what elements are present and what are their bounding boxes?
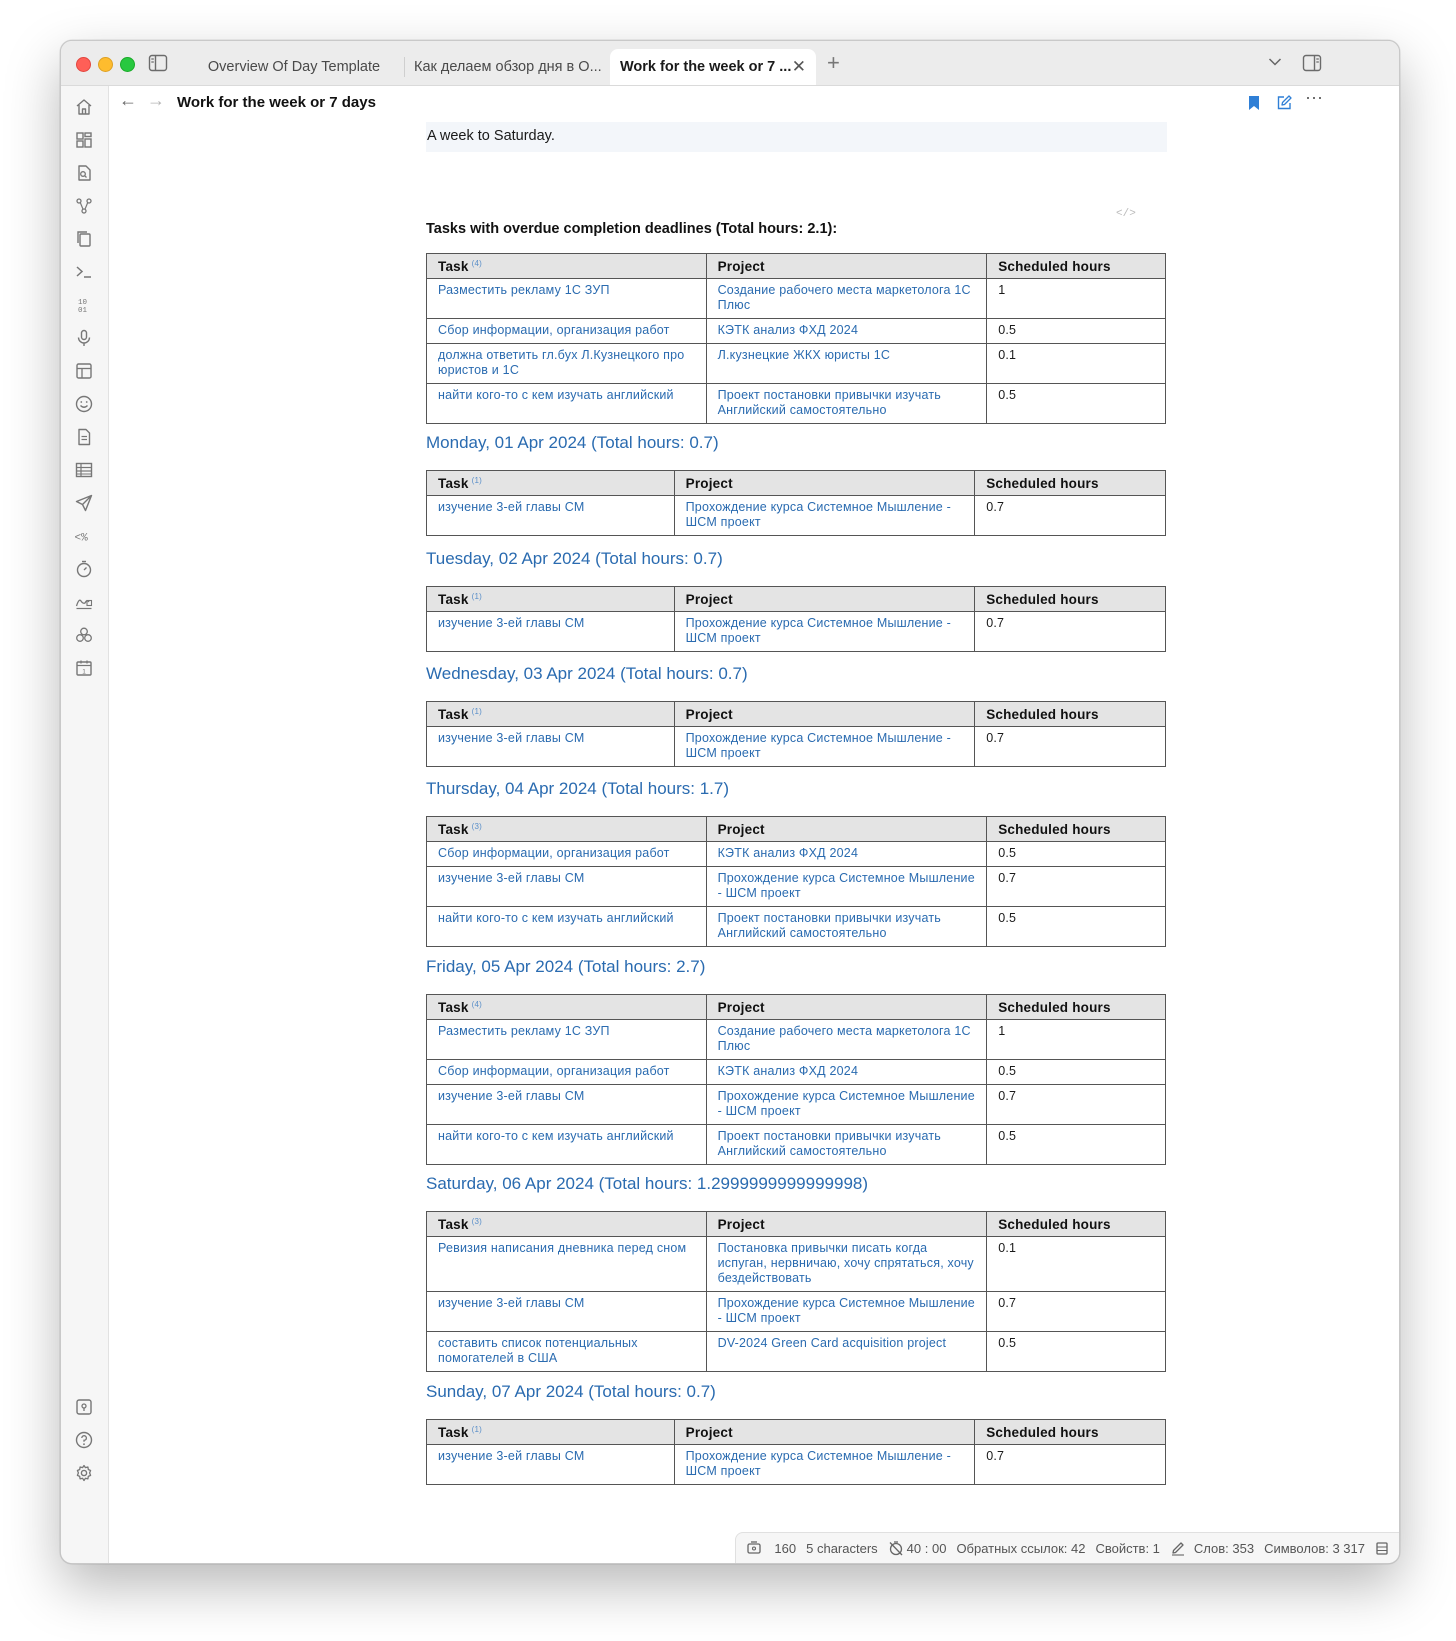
hours-value: 0.5 (987, 907, 1166, 947)
status-symbols: Символов: 3 317 (1264, 1540, 1365, 1556)
project-column-header[interactable]: Project (706, 817, 987, 842)
project-column-header[interactable]: Project (706, 995, 987, 1020)
task-link[interactable]: изучение 3-ей главы СМ (427, 496, 675, 536)
task-column-header[interactable]: Task $^{(4)}$ (427, 995, 707, 1020)
task-column-header[interactable]: Task $^{(1)}$ (427, 702, 675, 727)
pencil-icon[interactable] (1170, 1540, 1186, 1556)
project-link[interactable]: Постановка привычки писать когда испуган, нервничаю, хочу спрятаться, хочу бездействовать (706, 1237, 987, 1292)
task-count: (1) (471, 591, 482, 601)
task-link[interactable]: изучение 3-ей главы СМ (427, 1445, 675, 1485)
project-link[interactable]: Прохождение курса Системное Мышление - ШСМ проект (674, 727, 975, 767)
hours-column-header[interactable]: Scheduled hours (987, 1212, 1166, 1237)
minimize-window-button[interactable] (98, 57, 113, 72)
project-column-header[interactable]: Project (674, 587, 975, 612)
thursday-tasks-table (426, 816, 1166, 947)
day-heading-friday: Friday, 05 Apr 2024 (Total hours: 2.7) (426, 957, 706, 976)
day-heading-wednesday: Wednesday, 03 Apr 2024 (Total hours: 0.7) (426, 664, 748, 683)
task-link[interactable]: Сбор информации, организация работ (427, 842, 707, 867)
hours-value: 0.7 (987, 1085, 1166, 1125)
calendar-icon[interactable] (74, 658, 94, 678)
document-icon[interactable] (74, 427, 94, 447)
more-options-icon[interactable]: ⋯ (1305, 88, 1324, 108)
microphone-icon[interactable] (74, 328, 94, 348)
hours-value: 1 (987, 279, 1166, 319)
wednesday-tasks-table (426, 701, 1166, 767)
table-row (427, 496, 1166, 536)
day-heading-sunday: Sunday, 07 Apr 2024 (Total hours: 0.7) (426, 1382, 716, 1401)
hours-column-header[interactable]: Scheduled hours (987, 817, 1166, 842)
task-link[interactable]: найти кого-то с кем изучать английский (427, 384, 707, 424)
binary-icon[interactable] (74, 295, 94, 315)
table-row (427, 1292, 1166, 1332)
table-row (427, 1125, 1166, 1165)
monday-tasks-table (426, 470, 1166, 536)
project-link[interactable]: DV-2024 Green Card acquisition project (706, 1332, 987, 1372)
hours-value: 0.5 (987, 1060, 1166, 1085)
task-count: (1) (471, 706, 482, 716)
project-link[interactable]: Прохождение курса Системное Мышление - ШСМ проект (706, 867, 987, 907)
tab-work-for-the-week[interactable] (610, 49, 816, 85)
table-row (427, 1332, 1166, 1372)
project-link[interactable]: Л.кузнецкие ЖКХ юристы 1С (706, 344, 987, 384)
task-count: (4) (471, 258, 482, 268)
status-backlinks[interactable]: Обратных ссылок: 42 (956, 1540, 1086, 1556)
task-count: (1) (471, 475, 482, 485)
forward-arrow-icon[interactable]: → (147, 90, 165, 110)
project-column-header[interactable]: Project (706, 254, 987, 279)
template-icon[interactable] (74, 526, 94, 546)
task-column-header[interactable]: Task $^{(3)}$ (427, 817, 707, 842)
table-row (427, 344, 1166, 384)
hours-column-header[interactable]: Scheduled hours (975, 1420, 1166, 1445)
ribbon-sidebar (61, 86, 109, 1563)
close-tab-icon[interactable]: ✕ (791, 57, 806, 76)
table-row (427, 384, 1166, 424)
settings-gear-icon[interactable] (74, 1463, 94, 1483)
project-link[interactable]: Прохождение курса Системное Мышление - ШСМ проект (674, 612, 975, 652)
copy-files-icon[interactable] (74, 229, 94, 249)
task-column-header[interactable]: Task $^{(1)}$ (427, 471, 675, 496)
signature-icon[interactable] (74, 592, 94, 612)
help-icon[interactable] (74, 1430, 94, 1450)
edit-mode-icon[interactable] (1275, 94, 1293, 112)
task-count: (3) (471, 821, 482, 831)
task-link[interactable]: Ревизия написания дневника перед сном (427, 1237, 707, 1292)
note-navbar (109, 86, 1399, 122)
hours-value: 0.1 (987, 344, 1166, 384)
terminal-icon[interactable] (74, 262, 94, 282)
hours-value: 0.7 (975, 1445, 1166, 1485)
table-row (427, 1085, 1166, 1125)
hours-column-header[interactable]: Scheduled hours (987, 995, 1166, 1020)
hours-value: 0.5 (987, 319, 1166, 344)
table-row (427, 1237, 1166, 1292)
overdue-tasks-table (426, 253, 1166, 424)
project-link[interactable]: Проект постановки привычки изучать Английский самостоятельно (706, 1125, 987, 1165)
project-column-header[interactable]: Project (706, 1212, 987, 1237)
table-icon[interactable] (74, 460, 94, 480)
hours-value: 0.7 (975, 727, 1166, 767)
vault-icon[interactable] (74, 1397, 94, 1417)
task-link[interactable]: Разместить рекламу 1С ЗУП (427, 279, 707, 319)
graph-view-icon[interactable] (74, 196, 94, 216)
project-link[interactable]: Создание рабочего места маркетолога 1С Плюс (706, 279, 987, 319)
saturday-tasks-table (426, 1211, 1166, 1372)
task-link[interactable]: найти кого-то с кем изучать английский (427, 907, 707, 947)
friday-tasks-table (426, 994, 1166, 1165)
project-link[interactable]: КЭТК анализ ФХД 2024 (706, 842, 987, 867)
cubes-icon[interactable] (74, 625, 94, 645)
hours-column-header[interactable]: Scheduled hours (975, 471, 1166, 496)
hours-value: 0.5 (987, 1332, 1166, 1372)
day-heading-monday: Monday, 01 Apr 2024 (Total hours: 0.7) (426, 433, 719, 452)
title-bar (61, 41, 1399, 86)
tab-day-overview[interactable] (413, 49, 614, 85)
table-row (427, 907, 1166, 947)
send-icon[interactable] (74, 493, 94, 513)
bookmark-icon[interactable] (1246, 94, 1262, 112)
overdue-tasks-heading: Tasks with overdue completion deadlines (Total hours: 2.1): (426, 221, 838, 237)
tab-separator (404, 57, 405, 77)
intro-text: A week to Saturday. (426, 122, 1167, 152)
task-link[interactable]: Сбор информации, организация работ (427, 1060, 707, 1085)
task-link[interactable]: найти кого-то с кем изучать английский (427, 1125, 707, 1165)
sunday-tasks-table (426, 1419, 1166, 1485)
project-link[interactable]: КЭТК анализ ФХД 2024 (706, 1060, 987, 1085)
project-link[interactable]: Создание рабочего места маркетолога 1С Плюс (706, 1020, 987, 1060)
hours-value: 0.7 (987, 1292, 1166, 1332)
note-content (109, 122, 1399, 1563)
hours-column-header[interactable]: Scheduled hours (987, 254, 1166, 279)
table-row (427, 842, 1166, 867)
sync-icon[interactable] (746, 1540, 762, 1556)
smile-icon[interactable] (74, 394, 94, 414)
timer-off-icon[interactable] (888, 1540, 904, 1556)
task-link[interactable]: изучение 3-ей главы СМ (427, 1085, 707, 1125)
table-row (427, 1060, 1166, 1085)
close-window-button[interactable] (76, 57, 91, 72)
project-link[interactable]: Прохождение курса Системное Мышление - ШСМ проект (706, 1085, 987, 1125)
project-link[interactable]: Проект постановки привычки изучать Английский самостоятельно (706, 384, 987, 424)
day-heading-saturday: Saturday, 06 Apr 2024 (Total hours: 1.2999999999999998) (426, 1174, 869, 1193)
task-column-header[interactable]: Task $^{(1)}$ (427, 1420, 675, 1445)
hours-value: 0.5 (987, 842, 1166, 867)
task-count: (3) (471, 1216, 482, 1226)
task-link[interactable]: составить список потенциальных помогателей в США (427, 1332, 707, 1372)
hours-value: 0.7 (975, 612, 1166, 652)
project-link[interactable]: Прохождение курса Системное Мышление - ШСМ проект (706, 1292, 987, 1332)
table-row (427, 279, 1166, 319)
table-row (427, 1020, 1166, 1060)
project-column-header[interactable]: Project (674, 471, 975, 496)
project-column-header[interactable]: Project (674, 1420, 975, 1445)
status-timer[interactable]: 40 : 00 (906, 1540, 947, 1556)
svg-text:1: 1 (82, 668, 86, 676)
task-count: (4) (471, 999, 482, 1009)
status-bar (735, 1532, 1399, 1563)
svg-text:<%: <% (74, 532, 88, 545)
task-link[interactable]: изучение 3-ей главы СМ (427, 727, 675, 767)
tab-overview-of-day-template[interactable] (189, 49, 399, 85)
home-icon[interactable] (74, 97, 94, 117)
project-link[interactable]: КЭТК анализ ФХД 2024 (706, 319, 987, 344)
new-tab-icon[interactable]: + (827, 50, 840, 75)
task-link[interactable]: изучение 3-ей главы СМ (427, 1292, 707, 1332)
task-link[interactable]: должна ответить гл.бух Л.Кузнецкого про юристов и 1С (427, 344, 707, 384)
hours-value: 0.5 (987, 1125, 1166, 1165)
layout-icon[interactable] (74, 361, 94, 381)
app-window (60, 40, 1400, 1564)
status-words: Слов: 353 (1193, 1540, 1255, 1556)
project-link[interactable]: Прохождение курса Системное Мышление - ШСМ проект (674, 496, 975, 536)
status-count: 160 (774, 1540, 797, 1556)
hours-column-header[interactable]: Scheduled hours (975, 587, 1166, 612)
tab-label: Work for the week or 7 ... (620, 59, 792, 75)
dashboard-icon[interactable] (74, 130, 94, 150)
tab-label: Overview Of Day Template (207, 59, 381, 75)
file-search-icon[interactable] (74, 163, 94, 183)
day-heading-tuesday: Tuesday, 02 Apr 2024 (Total hours: 0.7) (426, 549, 723, 568)
table-row (427, 867, 1166, 907)
database-icon[interactable] (1375, 1540, 1389, 1556)
task-link[interactable]: изучение 3-ей главы СМ (427, 612, 675, 652)
task-link[interactable]: Сбор информации, организация работ (427, 319, 707, 344)
table-row (427, 319, 1166, 344)
task-column-header[interactable]: Task $^{(3)}$ (427, 1212, 707, 1237)
task-link[interactable]: Разместить рекламу 1С ЗУП (427, 1020, 707, 1060)
hours-value: 0.7 (987, 867, 1166, 907)
hours-value: 1 (987, 1020, 1166, 1060)
task-count: (1) (471, 1424, 482, 1434)
code-block-icon[interactable]: </> (1116, 208, 1136, 220)
project-link[interactable]: Проект постановки привычки изучать Английский самостоятельно (706, 907, 987, 947)
tuesday-tasks-table (426, 586, 1166, 652)
table-row (427, 727, 1166, 767)
table-row (427, 1445, 1166, 1485)
status-properties[interactable]: Свойств: 1 (1095, 1540, 1160, 1556)
project-link[interactable]: Прохождение курса Системное Мышление - ШСМ проект (674, 1445, 975, 1485)
svg-text:10: 10 (78, 299, 88, 307)
back-arrow-icon[interactable]: ← (119, 90, 137, 110)
hours-column-header[interactable]: Scheduled hours (975, 702, 1166, 727)
right-sidebar-toggle-icon[interactable] (1302, 54, 1322, 72)
svg-text:01: 01 (78, 307, 88, 315)
task-column-header[interactable]: Task $^{(4)}$ (427, 254, 707, 279)
hours-value: 0.1 (987, 1237, 1166, 1292)
task-link[interactable]: изучение 3-ей главы СМ (427, 867, 707, 907)
note-title[interactable]: Work for the week or 7 days (177, 94, 376, 111)
hours-value: 0.5 (987, 384, 1166, 424)
left-sidebar-toggle-icon[interactable] (148, 54, 168, 72)
tab-list-chevron-down-icon[interactable] (1268, 57, 1282, 67)
day-heading-thursday: Thursday, 04 Apr 2024 (Total hours: 1.7) (426, 779, 730, 798)
table-row (427, 612, 1166, 652)
maximize-window-button[interactable] (120, 57, 135, 72)
task-column-header[interactable]: Task $^{(1)}$ (427, 587, 675, 612)
status-characters: 5 characters (806, 1540, 878, 1556)
stopwatch-icon[interactable] (74, 559, 94, 579)
project-column-header[interactable]: Project (674, 702, 975, 727)
hours-value: 0.7 (975, 496, 1166, 536)
tab-label: Как делаем обзор дня в О... (414, 59, 602, 75)
